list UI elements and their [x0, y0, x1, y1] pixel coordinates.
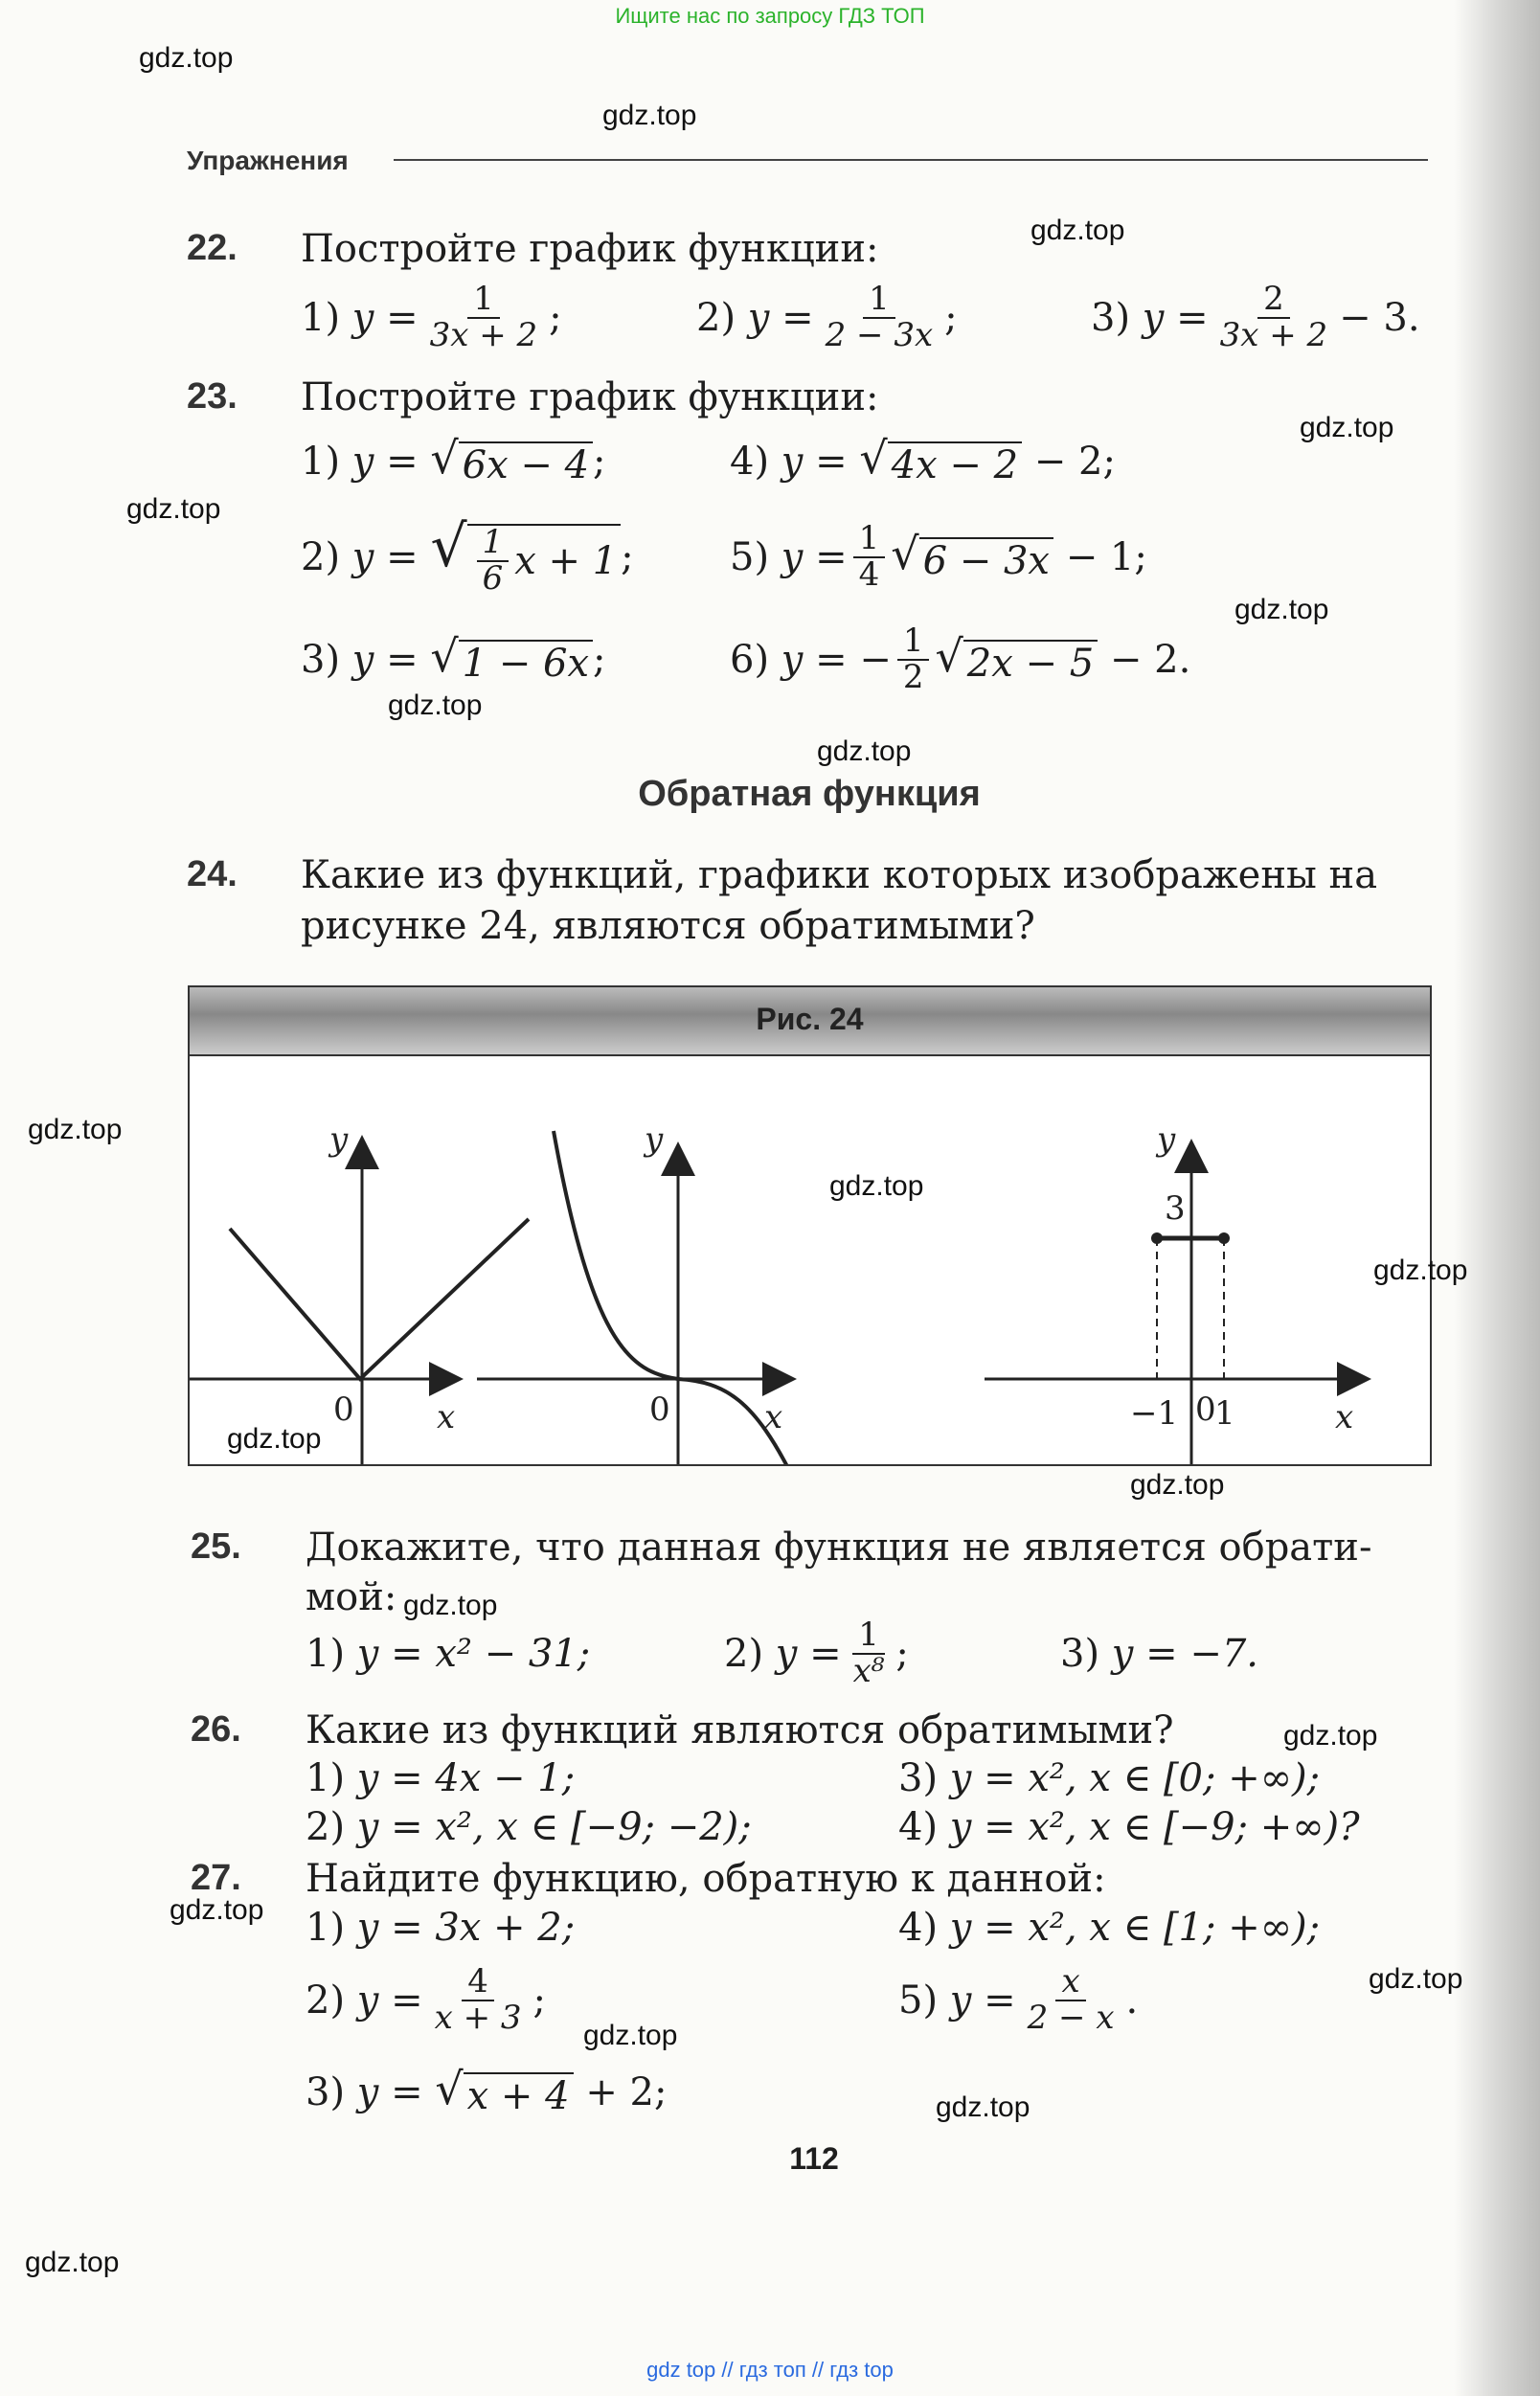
item-label: 2)	[301, 535, 341, 579]
exercise-number: 25.	[191, 1526, 241, 1567]
formula-27-4	[898, 1899, 1320, 1956]
square-root: √ 1 − 6x	[430, 634, 593, 686]
formula-tail: ;	[593, 440, 606, 484]
watermark: gdz.top	[583, 2020, 678, 2051]
watermark: gdz.top	[139, 42, 234, 74]
exercise-prompt-cont: мой:	[306, 1575, 397, 1619]
radicand: 6x − 4	[459, 441, 593, 487]
figure-24	[188, 985, 1432, 1466]
exercise-prompt-cont: рисунке 24, являются обратимыми?	[301, 904, 1035, 948]
watermark: gdz.top	[403, 1590, 498, 1621]
fraction	[820, 280, 940, 354]
watermark: gdz.top	[170, 1894, 264, 1926]
graph-b-curve	[554, 1131, 793, 1464]
formula-lhs: y =	[351, 296, 419, 340]
page-edge-shadow	[1454, 0, 1540, 2396]
exercise-number: 26.	[191, 1709, 241, 1750]
square-root: √ 6 − 3x	[891, 531, 1053, 583]
tick-label-1: 1	[1214, 1394, 1235, 1433]
top-ad-text[interactable]: Ищите нас по запросу ГДЗ ТОП	[615, 4, 925, 28]
formula-23-5	[730, 519, 1147, 594]
formula-27-5	[898, 1962, 1139, 2037]
formula-25-3	[1060, 1625, 1258, 1683]
radicand: 2x − 5	[963, 640, 1098, 686]
axis-label-x: x	[437, 1398, 456, 1436]
formula-22-3	[1091, 280, 1420, 354]
denominator: x + 3	[434, 1999, 522, 2037]
watermark: gdz.top	[936, 2091, 1030, 2123]
formula-23-2	[301, 513, 634, 598]
formula-lhs: y =	[1142, 296, 1209, 340]
formula-lhs: y =	[747, 296, 814, 340]
formula-tail: ;	[593, 638, 606, 682]
watermark: gdz.top	[1373, 1255, 1468, 1286]
item-label: 1)	[306, 1906, 346, 1950]
formula-lhs: y = −	[781, 638, 892, 682]
watermark: gdz.top	[1030, 215, 1125, 246]
tick-label-minus-1: −1	[1130, 1394, 1179, 1433]
watermark: gdz.top	[25, 2247, 120, 2278]
square-root: √ 6x − 4	[430, 436, 593, 487]
watermark: gdz.top	[1369, 1963, 1463, 1995]
formula-tail: ;	[621, 535, 634, 579]
formula-23-4	[730, 433, 1116, 490]
denominator: x⁸	[852, 1652, 885, 1690]
fraction	[848, 1618, 891, 1688]
formula-26-2	[306, 1798, 752, 1856]
numerator: 2	[1257, 283, 1290, 319]
section-title: Упражнения	[187, 146, 349, 175]
watermark: gdz.top	[1130, 1469, 1225, 1501]
exercise-prompt: Какие из функций, графики которых изображены на	[301, 853, 1378, 897]
radicand: 4x − 2	[888, 441, 1022, 487]
watermark: gdz.top	[1234, 594, 1329, 625]
formula: y = 4x − 1;	[356, 1756, 576, 1800]
numerator: 1	[897, 624, 930, 661]
square-root: √ 2x − 5	[935, 634, 1098, 686]
numerator: 1	[467, 283, 500, 319]
square-root: √ x + 4	[435, 2067, 573, 2118]
page-number: 112	[789, 2141, 839, 2176]
formula-lhs: y =	[356, 1978, 423, 2023]
fraction	[429, 1962, 528, 2037]
formula-tail: .	[1125, 1978, 1139, 2023]
watermark: gdz.top	[602, 100, 697, 131]
formula-22-1	[301, 280, 562, 354]
formula-27-2	[306, 1962, 547, 2037]
exercise-number: 23.	[187, 376, 238, 417]
denominator: 2	[902, 658, 924, 696]
formula-lhs: y =	[775, 1632, 842, 1676]
numerator: 1	[863, 283, 895, 319]
watermark: gdz.top	[227, 1423, 322, 1455]
graph-c-endpoint	[1151, 1232, 1163, 1244]
denominator: 2 − 3x	[825, 316, 934, 354]
graph-c-endpoint	[1218, 1232, 1230, 1244]
formula-lhs: y =	[351, 440, 419, 484]
denominator: 2 − x	[1027, 1999, 1115, 2037]
exercise-prompt: Найдите функцию, обратную к данной:	[306, 1857, 1106, 1901]
radicand: 6 − 3x	[919, 537, 1053, 583]
watermark: gdz.top	[388, 689, 483, 721]
section-heading: Обратная функция	[638, 774, 981, 814]
item-label: 1)	[301, 440, 341, 484]
bottom-ad-links[interactable]: gdz top // гдз топ // гдз top	[646, 2358, 894, 2382]
formula-23-3	[301, 631, 606, 689]
denominator: 4	[858, 555, 880, 594]
item-label: 1)	[301, 296, 341, 340]
fraction	[424, 280, 544, 354]
formula-lhs: y =	[356, 2070, 423, 2114]
formula-tail: ;	[895, 1632, 909, 1676]
formula: y = x² − 31;	[356, 1632, 591, 1676]
formula-22-2	[696, 280, 958, 354]
section-rule	[394, 159, 1428, 161]
item-label: 5)	[898, 1978, 939, 2023]
formula-lhs: y =	[351, 638, 419, 682]
item-label: 3)	[301, 638, 341, 682]
origin-label: 0	[1195, 1390, 1216, 1429]
figure-caption: Рис. 24	[190, 987, 1430, 1056]
item-label: 3)	[306, 2070, 346, 2114]
numerator: 1	[477, 526, 510, 562]
exercise-number: 27.	[191, 1858, 241, 1898]
formula: y = −7.	[1111, 1632, 1259, 1676]
watermark: gdz.top	[1300, 412, 1394, 443]
fraction	[477, 523, 510, 598]
exercise-number: 22.	[187, 228, 238, 268]
formula-tail: ;	[549, 296, 562, 340]
square-root: √ $\frac{1}{6}$ x + 1	[430, 518, 621, 596]
formula-26-4	[898, 1798, 1360, 1856]
item-label: 5)	[730, 535, 770, 579]
item-label: 2)	[306, 1978, 346, 2023]
formula-lhs: y =	[781, 535, 848, 579]
formula-27-3	[306, 2064, 667, 2121]
exercise-prompt: Постройте график функции:	[301, 375, 879, 419]
watermark: gdz.top	[126, 493, 221, 525]
formula-27-1	[306, 1899, 575, 1956]
formula-lhs: y =	[949, 1978, 1016, 2023]
item-label: 3)	[898, 1756, 939, 1800]
item-label: 3)	[1060, 1632, 1100, 1676]
numerator: 1	[852, 1618, 885, 1655]
formula-lhs: y =	[351, 535, 419, 579]
radicand: x + 1	[514, 539, 618, 583]
item-label: 6)	[730, 638, 770, 682]
item-label: 2)	[306, 1805, 346, 1849]
axis-label-y: y	[645, 1120, 664, 1159]
origin-label: 0	[649, 1390, 670, 1429]
axis-label-x: x	[764, 1398, 783, 1436]
formula-tail: − 2;	[1033, 440, 1116, 484]
exercise-prompt: Постройте график функции:	[301, 227, 879, 271]
exercise-number: 24.	[187, 854, 238, 894]
numerator: x	[1055, 1965, 1085, 2001]
watermark: gdz.top	[829, 1170, 924, 1202]
formula-tail: ;	[944, 296, 958, 340]
exercise-prompt: Докажите, что данная функция не является обрати-	[306, 1526, 1372, 1570]
fraction	[1022, 1962, 1121, 2037]
formula: y = x², x ∈ [−9; +∞)?	[949, 1805, 1360, 1849]
item-label: 2)	[696, 296, 736, 340]
axis-label-x: x	[1335, 1398, 1354, 1436]
item-label: 3)	[1091, 296, 1131, 340]
formula-23-1	[301, 433, 606, 490]
formula-tail: − 1;	[1065, 535, 1147, 579]
denominator: 3x + 2	[429, 316, 538, 354]
item-label: 4)	[898, 1906, 939, 1950]
origin-label: 0	[333, 1390, 354, 1429]
figure-graphs	[190, 1056, 1430, 1464]
fraction	[1214, 280, 1334, 354]
watermark: gdz.top	[1283, 1720, 1378, 1752]
formula-25-2	[724, 1616, 909, 1690]
denominator: 3x + 2	[1219, 316, 1328, 354]
watermark: gdz.top	[817, 735, 912, 767]
formula: y = x², x ∈ [0; +∞);	[949, 1756, 1321, 1800]
square-root: √ 4x − 2	[859, 436, 1022, 487]
formula-23-6	[730, 622, 1191, 696]
formula-25-1	[306, 1625, 590, 1683]
formula: y = x², x ∈ [1; +∞);	[949, 1906, 1321, 1950]
formula: y = 3x + 2;	[356, 1906, 576, 1950]
formula: y = x², x ∈ [−9; −2);	[356, 1805, 752, 1849]
item-label: 2)	[724, 1632, 764, 1676]
formula-lhs: y =	[781, 440, 848, 484]
numerator: 4	[462, 1965, 494, 2001]
denominator: 6	[482, 559, 504, 598]
radicand: 1 − 6x	[459, 640, 593, 686]
item-label: 1)	[306, 1632, 346, 1676]
graph-a-curve	[230, 1219, 529, 1379]
radicand: x + 4	[464, 2072, 574, 2118]
watermark: gdz.top	[28, 1114, 123, 1145]
axis-label-y: y	[329, 1120, 349, 1159]
axis-label-y: y	[1157, 1120, 1176, 1159]
exercise-prompt: Какие из функций являются обратимыми?	[306, 1708, 1174, 1752]
item-label: 4)	[898, 1805, 939, 1849]
tick-label-3: 3	[1165, 1189, 1186, 1228]
fraction	[897, 624, 930, 694]
item-label: 1)	[306, 1756, 346, 1800]
item-label: 4)	[730, 440, 770, 484]
fraction	[853, 519, 886, 594]
formula-tail: − 3.	[1339, 296, 1420, 340]
formula-tail: ;	[532, 1978, 547, 2023]
numerator: 1	[853, 522, 886, 558]
formula-tail: − 2.	[1109, 638, 1191, 682]
formula-tail: + 2;	[585, 2070, 668, 2114]
